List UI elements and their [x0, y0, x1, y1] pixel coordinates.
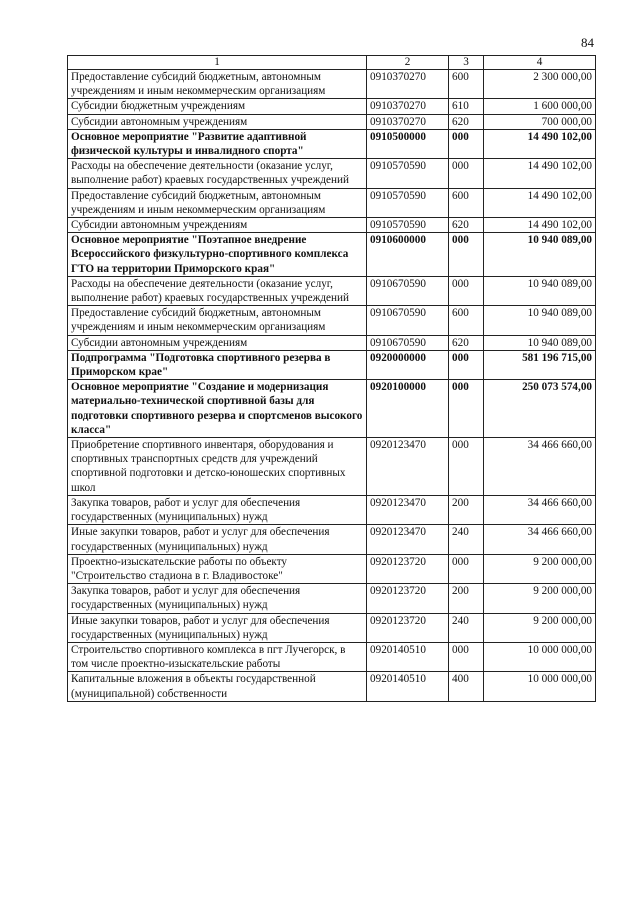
row-name-cell: Проектно-изыскательские работы по объекту "Строительство стадиона в г. Владивостоке": [68, 554, 367, 583]
row-type-cell: 600: [449, 306, 484, 335]
row-name-cell: Строительство спортивного комплекса в пгт Лучегорск, в том числе проектно-изыскательские работы: [68, 642, 367, 671]
column-header-amount: 4: [484, 56, 596, 70]
row-code-cell: 0920140510: [367, 642, 449, 671]
row-amount-cell: 10 940 089,00: [484, 335, 596, 350]
row-code-cell: 0910370270: [367, 114, 449, 129]
row-amount-cell: 34 466 660,00: [484, 438, 596, 496]
row-name-cell: Основное мероприятие "Создание и модернизация материально-технической спортивной базы для подготовки спортивного резерва и спортсменов высокого класса": [68, 380, 367, 438]
table-row: [68, 129, 596, 158]
row-code-cell: 0910600000: [367, 233, 449, 277]
row-name-cell: Иные закупки товаров, работ и услуг для обеспечения государственных (муниципальных) нужд: [68, 613, 367, 642]
table-row: [68, 554, 596, 583]
row-name-cell: Субсидии автономным учреждениям: [68, 218, 367, 233]
row-amount-cell: 581 196 715,00: [484, 350, 596, 379]
row-type-cell: 620: [449, 335, 484, 350]
row-amount-cell: 34 466 660,00: [484, 495, 596, 524]
row-code-cell: 0910570590: [367, 218, 449, 233]
row-type-cell: 000: [449, 438, 484, 496]
row-amount-cell: 2 300 000,00: [484, 70, 596, 99]
row-amount-cell: 14 490 102,00: [484, 129, 596, 158]
row-amount-cell: 10 000 000,00: [484, 672, 596, 701]
table-row: [68, 672, 596, 701]
table-row: [68, 642, 596, 671]
table-row: [68, 70, 596, 99]
row-code-cell: 0910570590: [367, 188, 449, 217]
table-row: [68, 114, 596, 129]
row-code-cell: 0910500000: [367, 129, 449, 158]
row-code-cell: 0910570590: [367, 159, 449, 188]
row-code-cell: 0920140510: [367, 672, 449, 701]
row-amount-cell: 10 940 089,00: [484, 233, 596, 277]
row-type-cell: 240: [449, 525, 484, 554]
row-code-cell: 0920100000: [367, 380, 449, 438]
row-amount-cell: 34 466 660,00: [484, 525, 596, 554]
row-amount-cell: 14 490 102,00: [484, 188, 596, 217]
row-code-cell: 0920123720: [367, 613, 449, 642]
row-type-cell: 240: [449, 613, 484, 642]
row-name-cell: Закупка товаров, работ и услуг для обеспечения государственных (муниципальных) нужд: [68, 495, 367, 524]
row-type-cell: 610: [449, 99, 484, 114]
row-name-cell: Расходы на обеспечение деятельности (оказание услуг, выполнение работ) краевых государственных учреждений: [68, 159, 367, 188]
row-code-cell: 0920123470: [367, 438, 449, 496]
row-amount-cell: 9 200 000,00: [484, 584, 596, 613]
row-amount-cell: 9 200 000,00: [484, 554, 596, 583]
table-row: [68, 613, 596, 642]
budget-table: [67, 55, 596, 702]
table-row: [68, 188, 596, 217]
row-type-cell: 000: [449, 350, 484, 379]
header-row: [68, 56, 596, 70]
row-type-cell: 620: [449, 114, 484, 129]
table-row: [68, 233, 596, 277]
row-type-cell: 000: [449, 233, 484, 277]
table-row: [68, 495, 596, 524]
table-row: [68, 99, 596, 114]
row-name-cell: Иные закупки товаров, работ и услуг для обеспечения государственных (муниципальных) нужд: [68, 525, 367, 554]
row-name-cell: Подпрограмма "Подготовка спортивного резерва в Приморском крае": [68, 350, 367, 379]
row-amount-cell: 14 490 102,00: [484, 159, 596, 188]
row-amount-cell: 10 000 000,00: [484, 642, 596, 671]
row-type-cell: 600: [449, 70, 484, 99]
table-row: [68, 218, 596, 233]
row-amount-cell: 9 200 000,00: [484, 613, 596, 642]
row-amount-cell: 14 490 102,00: [484, 218, 596, 233]
row-name-cell: Субсидии автономным учреждениям: [68, 114, 367, 129]
row-code-cell: 0910370270: [367, 99, 449, 114]
row-amount-cell: 700 000,00: [484, 114, 596, 129]
row-type-cell: 400: [449, 672, 484, 701]
row-code-cell: 0920123470: [367, 525, 449, 554]
table-row: [68, 350, 596, 379]
row-type-cell: 600: [449, 188, 484, 217]
row-type-cell: 000: [449, 380, 484, 438]
table-row: [68, 335, 596, 350]
table-body: [68, 70, 596, 702]
row-type-cell: 000: [449, 554, 484, 583]
row-type-cell: 000: [449, 159, 484, 188]
table-row: [68, 380, 596, 438]
table-row: [68, 584, 596, 613]
row-name-cell: Расходы на обеспечение деятельности (оказание услуг, выполнение работ) краевых государственных учреждений: [68, 276, 367, 305]
row-type-cell: 200: [449, 584, 484, 613]
row-type-cell: 000: [449, 276, 484, 305]
row-name-cell: Приобретение спортивного инвентаря, оборудования и спортивных транспортных средств для учреждений спортивной подготовки и детско-юношеских спортивных школ: [68, 438, 367, 496]
page-number: 84: [581, 35, 594, 50]
row-code-cell: 0910670590: [367, 306, 449, 335]
row-type-cell: 000: [449, 129, 484, 158]
row-type-cell: 620: [449, 218, 484, 233]
row-code-cell: 0920123720: [367, 554, 449, 583]
row-name-cell: Субсидии бюджетным учреждениям: [68, 99, 367, 114]
row-code-cell: 0910370270: [367, 70, 449, 99]
table-row: [68, 159, 596, 188]
row-name-cell: Основное мероприятие "Поэтапное внедрение Всероссийского физкультурно-спортивного комплекса ГТО на территории Приморского края": [68, 233, 367, 277]
row-amount-cell: 1 600 000,00: [484, 99, 596, 114]
column-header-name: 1: [68, 56, 367, 70]
row-name-cell: Основное мероприятие "Развитие адаптивной физической культуры и инвалидного спорта": [68, 129, 367, 158]
row-name-cell: Субсидии автономным учреждениям: [68, 335, 367, 350]
row-type-cell: 200: [449, 495, 484, 524]
row-code-cell: 0920000000: [367, 350, 449, 379]
row-name-cell: Предоставление субсидий бюджетным, автономным учреждениям и иным некоммерческим организациям: [68, 70, 367, 99]
row-amount-cell: 10 940 089,00: [484, 306, 596, 335]
table-row: [68, 276, 596, 305]
row-name-cell: Капитальные вложения в объекты государственной (муниципальной) собственности: [68, 672, 367, 701]
row-code-cell: 0910670590: [367, 276, 449, 305]
row-code-cell: 0920123470: [367, 495, 449, 524]
row-amount-cell: 250 073 574,00: [484, 380, 596, 438]
row-name-cell: Предоставление субсидий бюджетным, автономным учреждениям и иным некоммерческим организациям: [68, 188, 367, 217]
table-row: [68, 438, 596, 496]
table-row: [68, 525, 596, 554]
row-name-cell: Закупка товаров, работ и услуг для обеспечения государственных (муниципальных) нужд: [68, 584, 367, 613]
row-code-cell: 0910670590: [367, 335, 449, 350]
column-header-type: 3: [449, 56, 484, 70]
table-row: [68, 306, 596, 335]
row-name-cell: Предоставление субсидий бюджетным, автономным учреждениям и иным некоммерческим организациям: [68, 306, 367, 335]
row-type-cell: 000: [449, 642, 484, 671]
row-code-cell: 0920123720: [367, 584, 449, 613]
row-amount-cell: 10 940 089,00: [484, 276, 596, 305]
column-header-code: 2: [367, 56, 449, 70]
